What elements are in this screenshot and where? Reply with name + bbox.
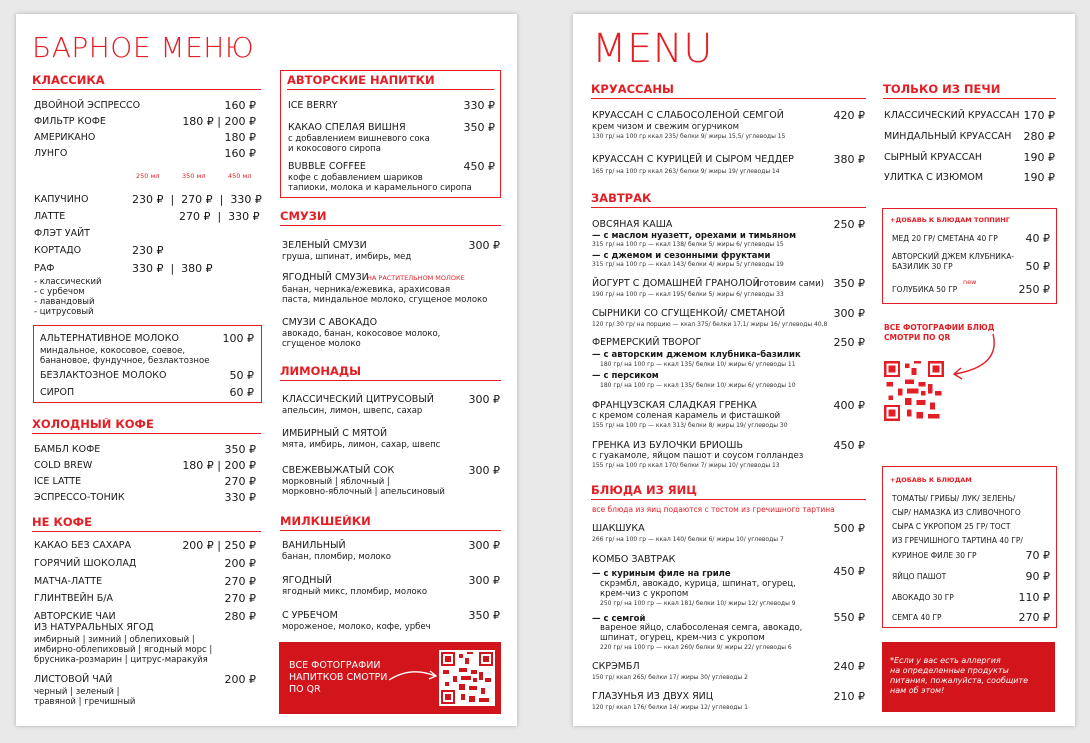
lemonade-item-price: 300 ₽ bbox=[468, 464, 500, 477]
alt-milk-desc: миндальное, кокосовое, соевое, bbox=[40, 346, 186, 356]
combo-desc: крем-чиз с укропом bbox=[600, 589, 689, 599]
croissants-heading: КРУАССАНЫ bbox=[591, 83, 866, 99]
milkshake-item-desc: банан, пломбир, молоко bbox=[282, 552, 391, 562]
combo-price: 450 ₽ bbox=[833, 565, 865, 578]
classic-item-price: 160 ₽ bbox=[224, 147, 256, 160]
toast-kcal: 155 гр/ на 100 гр — ккал 313/ белки 8/ жиры 19/ углеводы 30 bbox=[592, 422, 788, 429]
signature-drinks-box bbox=[280, 70, 501, 198]
classic-item-price: 180 ₽ | 200 ₽ bbox=[182, 115, 256, 128]
addon-price: 110 ₽ bbox=[1018, 591, 1050, 604]
alt-milk-price: 100 ₽ bbox=[222, 332, 254, 345]
tvorog-option: — с авторским джемом клубника-базилик bbox=[592, 350, 801, 360]
smoothie-item-desc: паста, миндальное молоко, сгущеное молоко bbox=[282, 295, 488, 305]
fried-eggs-price: 210 ₽ bbox=[833, 690, 865, 703]
syrniki-kcal: 120 гр/ 30 гр/ на порцию — ккал 375/ белки 17,1/ жиры 16/ углеводы 40,8 bbox=[592, 321, 828, 328]
yogurt-name: ЙОГУРТ С ДОМАШНЕЙ ГРАНОЛОЙ bbox=[592, 278, 760, 289]
qr-code-icon[interactable] bbox=[884, 361, 944, 421]
brioche-desc: с гуакамоле, яйцом пашот и соусом голландез bbox=[592, 451, 804, 461]
allergy-text: на определенные продукты bbox=[890, 666, 1009, 675]
alt-milk-desc: банановое, фундучное, безлактозное bbox=[40, 356, 210, 366]
tvorog-kcal: 180 гр/ на 100 гр — ккал 135/ белки 10/ жиры 6/ углеводы 11 bbox=[600, 361, 796, 368]
yogurt-price: 350 ₽ bbox=[833, 277, 865, 290]
oven-heading: ТОЛЬКО ИЗ ПЕЧИ bbox=[883, 83, 1056, 99]
combo-desc: скрэмбл, авокадо, курица, шпинат, огурец, bbox=[600, 579, 796, 589]
milk-drink-price: 270 ₽ | 330 ₽ bbox=[179, 210, 260, 223]
scramble-kcal: 150 гр/ ккал 265/ белки 17/ жиры 30/ углеводы 2 bbox=[592, 674, 748, 681]
combo-option: — с куриным филе на гриле bbox=[592, 569, 731, 579]
oatmeal-name: ОВСЯНАЯ КАША bbox=[592, 219, 673, 230]
teas-desc: брусника-розмарин | цитрус-маракуйя bbox=[34, 655, 208, 665]
notcoffee-item-price: 200 ₽ | 250 ₽ bbox=[182, 539, 256, 552]
signature-item-price: 350 ₽ bbox=[463, 121, 495, 134]
notcoffee-item-name: ГОРЯЧИЙ ШОКОЛАД bbox=[34, 558, 137, 569]
raf-option: - с урбечом bbox=[34, 287, 85, 297]
milk-drink-name: ФЛЭТ УАЙТ bbox=[34, 228, 90, 239]
eggs-heading: БЛЮДА ИЗ ЯИЦ bbox=[591, 484, 866, 500]
milk-drink-name: КАПУЧИНО bbox=[34, 194, 89, 205]
breakfast-heading: ЗАВТРАК bbox=[591, 192, 866, 208]
eggs-note: все блюда из яиц подаются с тостом из гречишного тартина bbox=[592, 505, 835, 514]
cold-item-name: БАМБЛ КОФЕ bbox=[34, 444, 101, 455]
bar-menu-title: БАРНОЕ МЕНЮ bbox=[32, 31, 255, 64]
allergy-text: нам об этом! bbox=[890, 686, 945, 695]
allergy-text: питания, пожалуйста, сообщите bbox=[890, 676, 1029, 685]
smoothie-note: НА РАСТИТЕЛЬНОМ МОЛОКЕ bbox=[367, 274, 465, 282]
notcoffee-item-name: КАКАО БЕЗ САХАРА bbox=[34, 540, 131, 551]
scramble-price: 240 ₽ bbox=[833, 660, 865, 673]
signature-item-desc: тапиоки, молока и карамельного сиропа bbox=[288, 183, 472, 193]
cold-item-name: ICE LATTE bbox=[34, 476, 82, 487]
food-menu-page bbox=[573, 14, 1075, 726]
topping-name: ГОЛУБИКА 50 ГР bbox=[892, 285, 958, 294]
oven-item-price: 170 ₽ bbox=[1023, 109, 1055, 122]
brioche-kcal: 155 гр/ на 100 гр ккал 170/ белки 7/ жиры 10/ углеводы 13 bbox=[592, 462, 780, 469]
oven-item-name: МИНДАЛЬНЫЙ КРУАССАН bbox=[884, 131, 1012, 142]
combo-name: КОМБО ЗАВТРАК bbox=[592, 554, 676, 565]
croissant-item-name: КРУАССАН С КУРИЦЕЙ И СЫРОМ ЧЕДДЕР bbox=[592, 154, 794, 165]
qr-box-text: НАПИТКОВ СМОТРИ bbox=[289, 672, 388, 683]
addons-line: СЫРА С УКРОПОМ 25 ГР/ ТОСТ bbox=[892, 522, 1011, 531]
qr-code-icon[interactable] bbox=[439, 650, 495, 706]
lemonade-item-desc: апельсин, лимон, швепс, сахар bbox=[282, 406, 423, 416]
croissant-item-kcal: 130 гр/ на 100 гр ккал 235/ белки 9/ жиры 15,5/ углеводы 15 bbox=[592, 133, 786, 140]
milk-drink-name: РАФ bbox=[34, 263, 55, 274]
qr-box-text: ПО QR bbox=[289, 684, 321, 695]
oatmeal-kcal: 315 гр/ на 100 гр — ккал 143/ белки 4/ жиры 5/ углеводы 19 bbox=[592, 261, 784, 268]
combo-desc: шпинат, огурец, крем-чиз с укропом bbox=[600, 633, 765, 643]
combo-option: — с семгой bbox=[592, 614, 646, 624]
topping-price: 50 ₽ bbox=[1025, 260, 1050, 273]
raf-option: - цитрусовый bbox=[34, 307, 94, 317]
milkshake-item-price: 350 ₽ bbox=[468, 609, 500, 622]
brioche-price: 450 ₽ bbox=[833, 439, 865, 452]
oven-item-name: СЫРНЫЙ КРУАССАН bbox=[884, 152, 983, 163]
leaf-tea-price: 200 ₽ bbox=[224, 673, 256, 686]
qr-box-text: ВСЕ ФОТОГРАФИИ bbox=[289, 660, 381, 671]
signature-item-desc: кофе с добавлением шариков bbox=[288, 173, 423, 183]
tvorog-option: — с персиком bbox=[592, 371, 659, 381]
toppings-heading: +ДОБАВЬ К БЛЮДАМ ТОППИНГ bbox=[890, 216, 1010, 224]
classic-item-name: ФИЛЬТР КОФЕ bbox=[34, 116, 106, 127]
classic-heading: КЛАССИКА bbox=[32, 74, 261, 90]
size-label: 350 мл bbox=[182, 172, 206, 180]
topping-name: АВТОРСКИЙ ДЖЕМ КЛУБНИКА- bbox=[892, 252, 1015, 261]
shakshuka-price: 500 ₽ bbox=[833, 522, 865, 535]
brioche-name: ГРЕНКА ИЗ БУЛОЧКИ БРИОШЬ bbox=[592, 440, 743, 451]
addon-price: 70 ₽ bbox=[1025, 549, 1050, 562]
smoothie-item-name: ЗЕЛЕНЫЙ СМУЗИ bbox=[282, 240, 367, 251]
signature-item-desc: с добавлением вишневого сока bbox=[288, 134, 430, 144]
leaf-tea-desc: черный | зеленый | bbox=[34, 687, 120, 697]
qr-note-text: ВСЕ ФОТОГРАФИИ БЛЮД bbox=[884, 323, 995, 332]
classic-item-price: 160 ₽ bbox=[224, 99, 256, 112]
milk-drink-price: 230 ₽ | 270 ₽ | 330 ₽ bbox=[132, 193, 262, 206]
tvorog-name: ФЕРМЕРСКИЙ ТВОРОГ bbox=[592, 337, 702, 348]
lemonade-item-desc: морковно-яблочный | апельсиновый bbox=[282, 487, 445, 497]
toppings-box bbox=[882, 208, 1057, 304]
signature-item-name: BUBBLE COFFEE bbox=[288, 161, 366, 172]
oatmeal-option: — с джемом и сезонными фруктами bbox=[592, 251, 771, 261]
fried-eggs-name: ГЛАЗУНЬЯ ИЗ ДВУХ ЯИЦ bbox=[592, 691, 714, 702]
alt-milk-name: АЛЬТЕРНАТИВНОЕ МОЛОКО bbox=[40, 333, 179, 344]
smoothie-item-desc: сгущеное молоко bbox=[282, 339, 361, 349]
toast-name: ФРАНЦУЗСКАЯ СЛАДКАЯ ГРЕНКА bbox=[592, 400, 757, 411]
tvorog-price: 250 ₽ bbox=[833, 336, 865, 349]
milk-drink-price: 230 ₽ bbox=[132, 244, 164, 257]
classic-item-name: АМЕРИКАНО bbox=[34, 132, 96, 143]
fried-eggs-kcal: 120 гр/ ккал 176/ белки 14/ жиры 12/ углеводы 1 bbox=[592, 704, 748, 711]
yogurt-note: (готовим сами) bbox=[756, 279, 824, 289]
addon-name: СЕМГА 40 ГР bbox=[892, 613, 942, 622]
signature-item-name: КАКАО СПЕЛАЯ ВИШНЯ bbox=[288, 122, 406, 133]
lactose-free-price: 50 ₽ bbox=[229, 369, 254, 382]
addon-name: КУРИНОЕ ФИЛЕ 30 ГР bbox=[892, 551, 977, 560]
size-label: 450 мл bbox=[228, 172, 252, 180]
addons-line: ТОМАТЫ/ ГРИБЫ/ ЛУК/ ЗЕЛЕНЬ/ bbox=[892, 494, 1016, 503]
smoothie-item-name: СМУЗИ С АВОКАДО bbox=[282, 317, 378, 328]
lemonade-heading: ЛИМОНАДЫ bbox=[280, 365, 501, 381]
topping-price: 250 ₽ bbox=[1018, 283, 1050, 296]
smoothie-item-desc: банан, черника/ежевика, арахисовая bbox=[282, 285, 451, 295]
smoothie-item-price: 300 ₽ bbox=[468, 239, 500, 252]
lemonade-item-desc: мята, имбирь, лимон, сахар, швепс bbox=[282, 440, 441, 450]
syrniki-name: СЫРНИКИ СО СГУЩЕНКОЙ/ СМЕТАНОЙ bbox=[592, 308, 786, 319]
combo-kcal: 220 гр/ на 100 гр — ккал 260/ белки 9/ жиры 22/ углеводы 6 bbox=[600, 644, 792, 651]
notcoffee-item-price: 270 ₽ bbox=[224, 592, 256, 605]
teas-name: АВТОРСКИЕ ЧАИ bbox=[34, 611, 116, 622]
oven-item-price: 190 ₽ bbox=[1023, 151, 1055, 164]
tvorog-kcal: 180 гр/ на 100 гр — ккал 135/ белки 10/ жиры 6/ углеводы 10 bbox=[600, 382, 796, 389]
lactose-free-name: БЕЗЛАКТОЗНОЕ МОЛОКО bbox=[40, 370, 167, 381]
smoothie-heading: СМУЗИ bbox=[280, 210, 501, 226]
oatmeal-kcal: 315 гр/ на 100 гр — ккал 138/ белки 5/ жиры 6/ углеводы 15 bbox=[592, 241, 784, 248]
croissant-item-desc: крем чизом и свежим огурчиком bbox=[592, 122, 740, 132]
milkshake-item-name: ЯГОДНЫЙ bbox=[282, 575, 332, 586]
notcoffee-item-price: 270 ₽ bbox=[224, 575, 256, 588]
milkshake-item-name: ВАНИЛЬНЫЙ bbox=[282, 540, 346, 551]
croissant-item-price: 420 ₽ bbox=[833, 109, 865, 122]
notcoffee-item-price: 200 ₽ bbox=[224, 557, 256, 570]
milkshake-item-desc: мороженое, молоко, кофе, урбеч bbox=[282, 622, 431, 632]
combo-desc: вареное яйцо, слабосоленая семга, авокадо, bbox=[600, 623, 803, 633]
addons-line: ИЗ ГРЕЧИШНОГО ТАРТИНА 40 ГР/ bbox=[892, 536, 1023, 545]
addons-box bbox=[882, 466, 1057, 628]
signature-item-desc: и кокосового сиропа bbox=[288, 144, 381, 154]
oatmeal-price: 250 ₽ bbox=[833, 218, 865, 231]
addons-heading: +ДОБАВЬ К БЛЮДАМ bbox=[890, 476, 972, 484]
syrup-name: СИРОП bbox=[40, 387, 75, 398]
leaf-tea-desc: травяной | гречишный bbox=[34, 697, 136, 707]
curved-arrow-icon bbox=[945, 332, 1001, 382]
oven-item-name: УЛИТКА С ИЗЮМОМ bbox=[884, 172, 984, 183]
addon-name: АВОКАДО 30 ГР bbox=[892, 593, 954, 602]
teas-desc: имбирный | зимний | облепиховый | bbox=[34, 635, 195, 645]
addon-price: 90 ₽ bbox=[1025, 570, 1050, 583]
oven-item-name: КЛАССИЧЕСКИЙ КРУАССАН bbox=[884, 110, 1020, 121]
addon-price: 270 ₽ bbox=[1018, 611, 1050, 624]
raf-option: - лавандовый bbox=[34, 297, 95, 307]
signature-item-price: 330 ₽ bbox=[463, 99, 495, 112]
smoothie-item-name: ЯГОДНЫЙ СМУЗИ bbox=[282, 272, 369, 283]
signature-heading: АВТОРСКИЕ НАПИТКИ bbox=[287, 74, 494, 90]
size-label: 250 мл bbox=[136, 172, 160, 180]
milkshake-heading: МИЛКШЕЙКИ bbox=[280, 515, 501, 531]
notcoffee-item-name: ГЛИНТВЕЙН Б/А bbox=[34, 593, 113, 604]
oven-item-price: 190 ₽ bbox=[1023, 171, 1055, 184]
bar-menu-page bbox=[16, 14, 517, 726]
croissant-item-name: КРУАССАН С СЛАБОСОЛЕНОЙ СЕМГОЙ bbox=[592, 110, 784, 121]
toast-desc: с кремом соленая карамель и фисташкой bbox=[592, 411, 781, 421]
oven-item-price: 280 ₽ bbox=[1023, 130, 1055, 143]
classic-item-name: ЛУНГО bbox=[34, 148, 68, 159]
milkshake-item-desc: ягодный микс, пломбир, молоко bbox=[282, 587, 428, 597]
shakshuka-name: ШАКШУКА bbox=[592, 523, 645, 534]
topping-price: 40 ₽ bbox=[1025, 232, 1050, 245]
topping-name: БАЗИЛИК 30 ГР bbox=[892, 262, 953, 271]
alt-milk-box bbox=[33, 325, 262, 403]
new-badge: new bbox=[963, 278, 977, 286]
scramble-name: СКРЭМБЛ bbox=[592, 661, 640, 672]
menu-title: MENU bbox=[592, 26, 713, 72]
milkshake-item-name: С УРБЕЧОМ bbox=[282, 610, 338, 621]
not-coffee-heading: НЕ КОФЕ bbox=[32, 516, 261, 532]
qr-note-text: СМОТРИ ПО QR bbox=[884, 333, 951, 342]
teas-price: 280 ₽ bbox=[224, 610, 256, 623]
milkshake-item-price: 300 ₽ bbox=[468, 574, 500, 587]
croissant-item-kcal: 165 гр/ на 100 гр ккал 263/ белки 9/ жиры 19/ углеводы 14 bbox=[592, 168, 780, 175]
teas-desc: имбирно-облепиховый | ягодный морс | bbox=[34, 645, 213, 655]
lemonade-item-name: ИМБИРНЫЙ С МЯТОЙ bbox=[282, 428, 388, 439]
lemonade-item-name: СВЕЖЕВЫЖАТЫЙ СОК bbox=[282, 465, 395, 476]
drinks-qr-box bbox=[279, 642, 501, 714]
addon-name: ЯЙЦО ПАШОТ bbox=[892, 572, 947, 581]
milk-drink-name: КОРТАДО bbox=[34, 245, 82, 256]
topping-name: МЕД 20 ГР/ СМЕТАНА 40 ГР bbox=[892, 234, 998, 243]
milk-drink-price: 330 ₽ | 380 ₽ bbox=[132, 262, 213, 275]
signature-item-price: 450 ₽ bbox=[463, 160, 495, 173]
cold-item-price: 350 ₽ bbox=[224, 443, 256, 456]
allergy-text: *Если у вас есть аллергия bbox=[890, 656, 1001, 665]
combo-kcal: 250 гр/ на 100 гр — ккал 181/ белки 10/ жиры 12/ углеводы 9 bbox=[600, 600, 796, 607]
shakshuka-kcal: 266 гр/ на 100 гр — ккал 140/ белки 6/ жиры 10/ углеводы 7 bbox=[592, 536, 784, 543]
raf-option: - классический bbox=[34, 277, 102, 287]
lemonade-item-price: 300 ₽ bbox=[468, 393, 500, 406]
teas-name: ИЗ НАТУРАЛЬНЫХ ЯГОД bbox=[34, 622, 154, 633]
yogurt-kcal: 190 гр/ на 100 гр — ккал 195/ белки 5/ жиры 6/ углеводы 33 bbox=[592, 291, 784, 298]
allergy-notice-box bbox=[882, 642, 1055, 712]
cold-item-name: ЭСПРЕССО-ТОНИК bbox=[34, 492, 125, 503]
cold-item-price: 270 ₽ bbox=[224, 475, 256, 488]
arrow-right-icon bbox=[387, 664, 439, 686]
syrniki-price: 300 ₽ bbox=[833, 307, 865, 320]
addons-line: СЫР/ НАМАЗКА ИЗ СЛИВОЧНОГО bbox=[892, 508, 1021, 517]
toast-price: 400 ₽ bbox=[833, 399, 865, 412]
milk-drink-name: ЛАТТЕ bbox=[34, 211, 66, 222]
croissant-item-price: 380 ₽ bbox=[833, 153, 865, 166]
classic-item-price: 180 ₽ bbox=[224, 131, 256, 144]
classic-item-name: ДВОЙНОЙ ЭСПРЕССО bbox=[34, 100, 141, 111]
smoothie-item-desc: груша, шпинат, имбирь, мед bbox=[282, 252, 412, 262]
syrup-price: 60 ₽ bbox=[229, 386, 254, 399]
cold-coffee-heading: ХОЛОДНЫЙ КОФЕ bbox=[32, 418, 261, 434]
cold-item-price: 330 ₽ bbox=[224, 491, 256, 504]
oatmeal-option: — с маслом нуазетт, орехами и тимьяном bbox=[592, 231, 797, 241]
milkshake-item-price: 300 ₽ bbox=[468, 539, 500, 552]
lemonade-item-name: КЛАССИЧЕСКИЙ ЦИТРУСОВЫЙ bbox=[282, 394, 434, 405]
cold-item-name: COLD BREW bbox=[34, 460, 93, 471]
combo-price: 550 ₽ bbox=[833, 611, 865, 624]
signature-item-name: ICE BERRY bbox=[288, 100, 338, 111]
lemonade-item-desc: морковный | яблочный | bbox=[282, 477, 390, 487]
smoothie-item-desc: авокадо, банан, кокосовое молоко, bbox=[282, 329, 441, 339]
notcoffee-item-name: МАТЧА-ЛАТТЕ bbox=[34, 576, 103, 587]
leaf-tea-name: ЛИСТОВОЙ ЧАЙ bbox=[34, 674, 113, 685]
cold-item-price: 180 ₽ | 200 ₽ bbox=[182, 459, 256, 472]
